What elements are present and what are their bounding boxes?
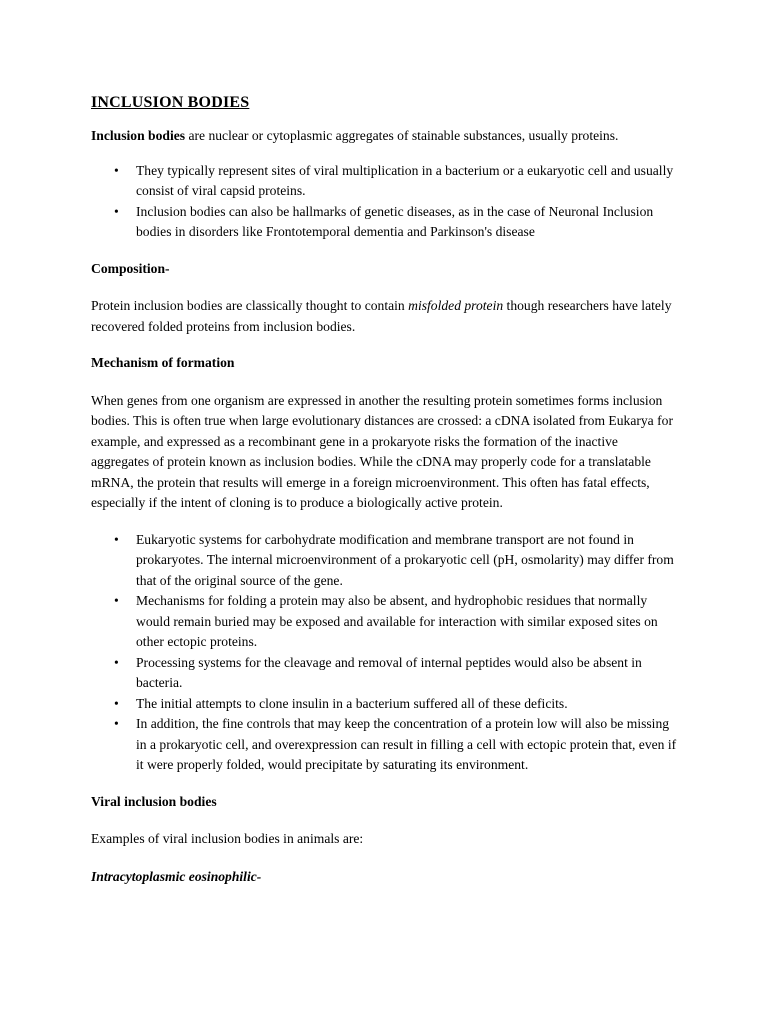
list-item-text: Processing systems for the cleavage and removal of internal peptides would also be absent in bacteria.: [136, 654, 642, 690]
bullet-icon: •: [114, 654, 119, 670]
bullet-icon: •: [114, 203, 119, 219]
bullet-icon: •: [114, 162, 119, 178]
composition-italic-term: misfolded protein: [408, 298, 504, 313]
composition-text-after: though researchers have lately recovered folded proteins from inclusion bodies.: [91, 298, 672, 334]
list-item: [114, 161, 678, 202]
composition-text-before: Protein inclusion bodies are classically thought to contain: [91, 298, 409, 313]
viral-heading: Viral inclusion bodies: [91, 793, 217, 809]
intro-paragraph: [91, 126, 678, 147]
list-item: [114, 591, 678, 653]
list-item-text: They typically represent sites of viral multiplication in a bacterium or a eukaryotic cell and usually consist of viral capsid proteins.: [136, 162, 674, 198]
intro-text: are nuclear or cytoplasmic aggregates of stainable substances, usually proteins.: [185, 128, 619, 143]
intro-bullet-list: [91, 161, 678, 243]
list-item-text: Inclusion bodies can also be hallmarks of genetic diseases, as in the case of Neuronal Inclusion bodies in disorders like Frontotemporal dementia and Parkinson's disease: [136, 203, 654, 239]
list-item: [114, 530, 678, 592]
viral-subheading: Intracytoplasmic eosinophilic-: [91, 868, 262, 884]
mechanism-bullet-list: [91, 530, 678, 776]
list-item-text: In addition, the fine controls that may keep the concentration of a protein low will also be missing in a prokaryotic cell, and overexpression can result in filling a cell with ectopic protein that, even if it were properly folded, would precipitate by saturating its environment.: [136, 716, 677, 772]
mechanism-paragraph: When genes from one organism are expressed in another the resulting protein sometimes forms inclusion bodies. This is often true when large evolutionary distances are crossed: a cDNA isolated from Eukarya for example, and expressed as a recombinant gene in a prokaryote risks the formation of the inactive aggregates of protein known as inclusion bodies. While the cDNA may properly code for a translatable mRNA, the protein that results will emerge in a foreign microenvironment. This often has fatal effects, especially if the intent of cloning is to produce a biologically active protein.: [91, 392, 673, 510]
composition-heading: Composition-: [91, 260, 170, 276]
list-item: [114, 694, 678, 715]
list-item: [114, 714, 678, 776]
document-title: INCLUSION BODIES: [91, 94, 250, 111]
list-item: [114, 202, 678, 243]
viral-paragraph: Examples of viral inclusion bodies in animals are:: [91, 831, 364, 846]
list-item-text: The initial attempts to clone insulin in a bacterium suffered all of these deficits.: [136, 695, 568, 711]
intro-bold-term: Inclusion bodies: [91, 128, 186, 143]
bullet-icon: •: [114, 531, 119, 547]
list-item-text: Mechanisms for folding a protein may also be absent, and hydrophobic residues that normally would remain buried may be exposed and available for interaction with similar exposed sites on other ectopic proteins.: [136, 593, 658, 649]
list-item-text: Eukaryotic systems for carbohydrate modification and membrane transport are not found in prokaryotes. The internal microenvironment of a prokaryotic cell (pH, osmolarity) may differ from that of the original source of the gene.: [136, 531, 674, 588]
bullet-icon: •: [114, 695, 119, 711]
list-item: [114, 653, 678, 694]
bullet-icon: •: [114, 716, 119, 731]
bullet-icon: •: [114, 593, 119, 608]
composition-paragraph: [91, 296, 678, 337]
mechanism-heading: Mechanism of formation: [91, 355, 235, 370]
